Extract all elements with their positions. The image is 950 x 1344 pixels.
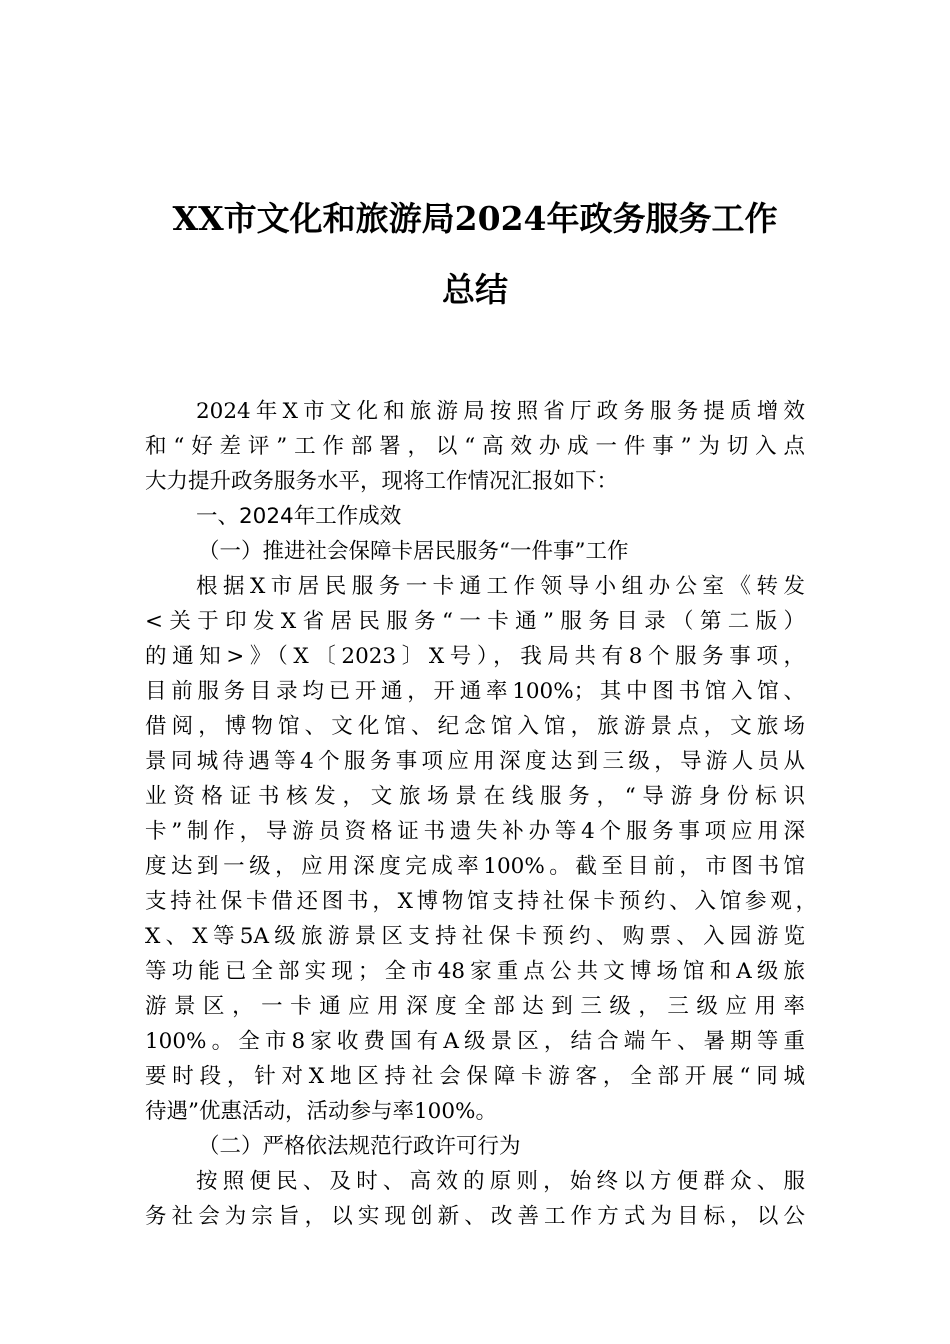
paragraph-line: 游景区，一卡通应用深度全部达到三级，三级应用率 <box>145 994 805 1019</box>
paragraph-line: 卡”制作，导游员资格证书遗失补办等4个服务事项应用深 <box>145 819 805 844</box>
paragraph-line: 的通知>》（X〔2023〕X号），我局共有8个服务事项， <box>145 644 805 669</box>
paragraph-line: 借阅，博物馆、文化馆、纪念馆入馆，旅游景点，文旅场 <box>145 714 805 739</box>
paragraph-line: 要时段，针对X地区持社会保障卡游客，全部开展“同城 <box>145 1064 805 1089</box>
paragraph-line: 景同城待遇等4个服务事项应用深度达到三级，导游人员从 <box>145 749 805 774</box>
paragraph-line: 目前服务目录均已开通，开通率100%；其中图书馆入馆、 <box>145 679 805 704</box>
paragraph-line: 业资格证书核发，文旅场景在线服务，“导游身份标识 <box>145 784 805 809</box>
intro-line-3: 大力提升政务服务水平，现将工作情况汇报如下： <box>145 469 619 494</box>
paragraph-line: <关于印发X省居民服务“一卡通”服务目录（第二版） <box>145 609 805 634</box>
paragraph-line: 待遇”优惠活动，活动参与率100%。 <box>145 1099 497 1124</box>
paragraph-line: 100%。全市8家收费国有A级景区，结合端午、暑期等重 <box>145 1029 805 1054</box>
paragraph-line: 按照便民、及时、高效的原则，始终以方便群众、服 <box>196 1169 805 1194</box>
intro-line-1: 2024年X市文化和旅游局按照省厅政务服务提质增效 <box>196 399 805 424</box>
paragraph-line: X、X等5A级旅游景区支持社保卡预约、购票、入园游览 <box>145 924 805 949</box>
subsection-2-heading: （二）严格依法规范行政许可行为 <box>198 1134 521 1159</box>
paragraph-line: 等功能已全部实现；全市48家重点公共文博场馆和A级旅 <box>145 959 805 984</box>
intro-line-2: 和“好差评”工作部署，以“高效办成一件事”为切入点 <box>145 434 805 459</box>
paragraph-line: 度达到一级，应用深度完成率100%。截至目前，市图书馆 <box>145 854 805 879</box>
document-title-line-1: XX市文化和旅游局2024年政务服务工作 <box>172 199 778 238</box>
subsection-1-heading: （一）推进社会保障卡居民服务“一件事”工作 <box>198 539 629 564</box>
paragraph-line: 务社会为宗旨，以实现创新、改善工作方式为目标，以公 <box>145 1204 805 1229</box>
paragraph-line: 根据X市居民服务一卡通工作领导小组办公室《转发 <box>196 574 805 599</box>
document-title-line-2: 总结 <box>442 270 508 309</box>
section-1-heading: 一、2024年工作成效 <box>196 504 402 529</box>
paragraph-line: 支持社保卡借还图书，X博物馆支持社保卡预约、入馆参观， <box>145 889 817 914</box>
